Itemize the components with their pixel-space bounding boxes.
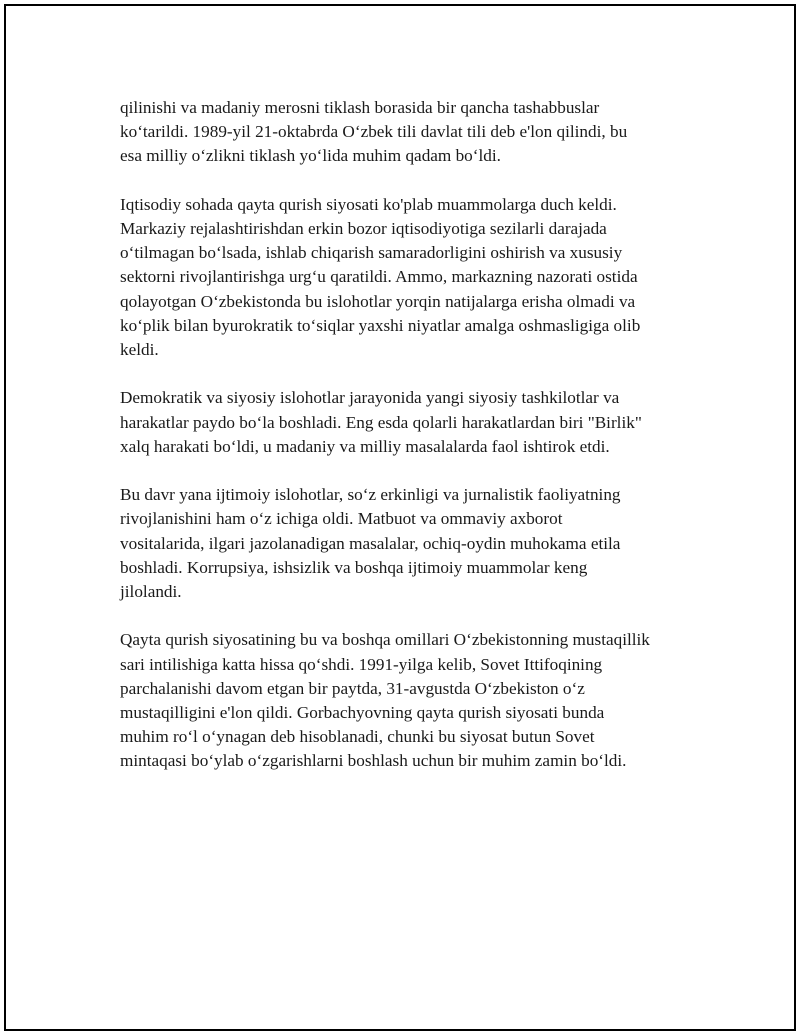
text-line: rivojlanishini ham oʻz ichiga oldi. Matbuot va ommaviy axborot <box>120 509 563 529</box>
text-line: vositalarida, ilgari jazolanadigan masalalar, ochiq-oydin muhokama etila <box>120 533 621 553</box>
document-body <box>120 96 720 798</box>
text-line: Qayta qurish siyosatining bu va boshqa omillari Oʻzbekistonning mustaqillik <box>120 630 650 650</box>
text-line: sektorni rivojlantirishga urgʻu qaratildi. Ammo, markazning nazorati ostida <box>120 267 638 287</box>
text-line: sari intilishiga katta hissa qoʻshdi. 1991-yilga kelib, Sovet Ittifoqining <box>120 654 603 674</box>
text-line: Bu davr yana ijtimoiy islohotlar, soʻz erkinligi va jurnalistik faoliyatning <box>120 485 621 505</box>
text-line: mintaqasi boʻylab oʻzgarishlarni boshlash uchun bir muhim zamin boʻldi. <box>120 751 627 771</box>
text-line: Demokratik va siyosiy islohotlar jarayonida yangi siyosiy tashkilotlar va <box>120 388 620 408</box>
text-line: qolayotgan Oʻzbekistonda bu islohotlar yorqin natijalarga erisha olmadi va <box>120 291 636 311</box>
text-line: mustaqilligini e'lon qildi. Gorbachyovning qayta qurish siyosati bunda <box>120 703 605 723</box>
text-line: koʻtarildi. 1989-yil 21-oktabrda Oʻzbek tili davlat tili deb e'lon qilindi, bu <box>120 122 628 142</box>
text-line: xalq harakati boʻldi, u madaniy va milliy masalalarda faol ishtirok etdi. <box>120 436 610 456</box>
text-line: Markaziy rejalashtirishdan erkin bozor iqtisodiyotiga sezilarli darajada <box>120 219 607 238</box>
text-line: Iqtisodiy sohada qayta qurish siyosati ko'plab muammolarga duch keldi. <box>120 194 617 214</box>
text-line: koʻplik bilan byurokratik toʻsiqlar yaxshi niyatlar amalga oshmasligiga olib <box>120 315 641 335</box>
text-line: muhim roʻl oʻynagan deb hisoblanadi, chunki bu siyosat butun Sovet <box>120 727 595 747</box>
text-line: harakatlar paydo boʻla boshladi. Eng esda qolarli harakatlardan biri "Birlik" <box>120 412 642 432</box>
text-line: oʻtilmagan boʻlsada, ishlab chiqarish samaradorligini oshirish va xususiy <box>120 243 623 263</box>
paragraph <box>120 386 720 459</box>
text-line: qilinishi va madaniy merosni tiklash borasida bir qancha tashabbuslar <box>120 98 600 117</box>
text-line: esa milliy oʻzlikni tiklash yoʻlida muhim qadam boʻldi. <box>120 146 501 166</box>
paragraph <box>120 483 720 604</box>
text-line: boshladi. Korrupsiya, ishsizlik va boshqa ijtimoiy muammolar keng <box>120 557 588 577</box>
paragraph <box>120 193 720 362</box>
document-page <box>4 4 796 1031</box>
text-line: keldi. <box>120 340 159 360</box>
text-line: parchalanishi davom etgan bir paytda, 31-avgustda Oʻzbekiston oʻz <box>120 678 585 698</box>
paragraph <box>120 628 720 773</box>
paragraph <box>120 96 720 169</box>
text-line: jilolandi. <box>120 582 182 602</box>
